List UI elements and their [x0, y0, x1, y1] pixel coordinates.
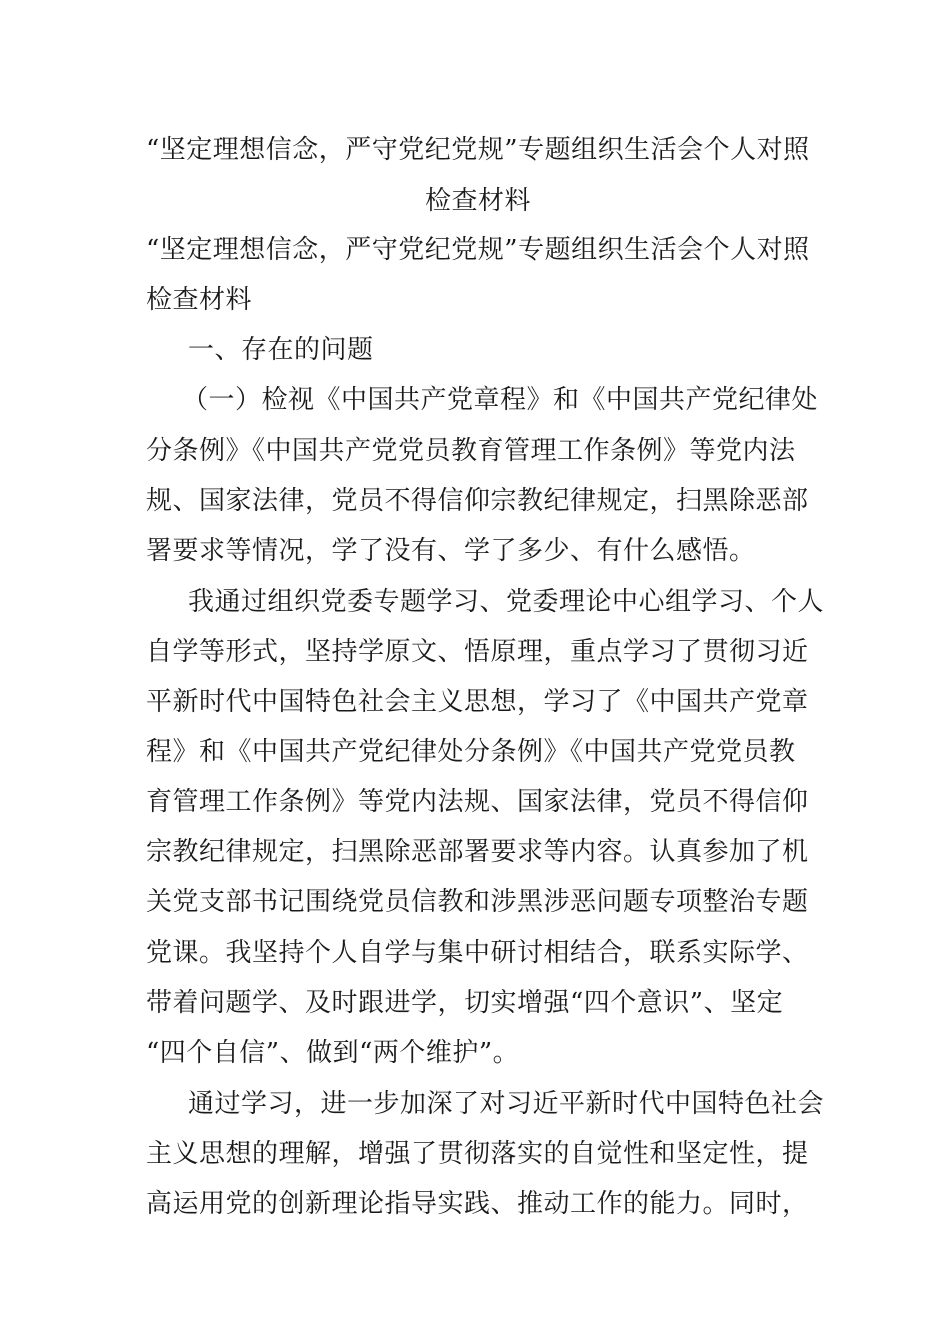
paragraph1-line-10: “四个自信”、做到“两个维护”。: [146, 1038, 520, 1068]
subsection-line-4: 署要求等情况，学了没有、学了多少、有什么感悟。: [146, 536, 756, 566]
subtitle-line-1: “坚定理想信念，严守党纪党规”专题组织生活会个人对照: [146, 235, 810, 265]
paragraph1-line-3: 平新时代中国特色社会主义思想，学习了《中国共产党章: [146, 687, 809, 717]
paragraph1-line-6: 宗教纪律规定，扫黑除恶部署要求等内容。认真参加了机: [146, 837, 809, 867]
section-heading: 一、存在的问题: [188, 335, 374, 365]
paragraph2-line-2: 主义思想的理解，增强了贯彻落实的自觉性和坚定性，提: [146, 1139, 809, 1169]
paragraph2-line-3: 高运用党的创新理论指导实践、推动工作的能力。同时，: [146, 1189, 809, 1219]
title-line-1: “坚定理想信念，严守党纪党规”专题组织生活会个人对照: [146, 135, 810, 165]
subsection-line-1: （一）检视《中国共产党章程》和《中国共产党纪律处: [182, 385, 819, 415]
paragraph1-line-8: 党课。我坚持个人自学与集中研讨相结合，联系实际学、: [146, 938, 809, 968]
paragraph1-line-7: 关党支部书记围绕党员信教和涉黑涉恶问题专项整治专题: [146, 887, 809, 917]
paragraph1-line-1: 我通过组织党委专题学习、党委理论中心组学习、个人: [188, 587, 825, 617]
paragraph1-line-5: 育管理工作条例》等党内法规、国家法律，党员不得信仰: [146, 787, 809, 817]
subtitle-line-2: 检查材料: [146, 285, 253, 315]
paragraph1-line-9: 带着问题学、及时跟进学，切实增强“四个意识”、坚定: [146, 988, 784, 1018]
subsection-line-2: 分条例》《中国共产党党员教育管理工作条例》等党内法: [146, 436, 796, 466]
paragraph1-line-4: 程》和《中国共产党纪律处分条例》《中国共产党党员教: [146, 737, 796, 767]
title-line-2: 检查材料: [425, 186, 532, 216]
paragraph2-line-1: 通过学习，进一步加深了对习近平新时代中国特色社会: [188, 1089, 825, 1119]
subsection-line-3: 规、国家法律，党员不得信仰宗教纪律规定，扫黑除恶部: [146, 486, 809, 516]
paragraph1-line-2: 自学等形式，坚持学原文、悟原理，重点学习了贯彻习近: [146, 637, 809, 667]
